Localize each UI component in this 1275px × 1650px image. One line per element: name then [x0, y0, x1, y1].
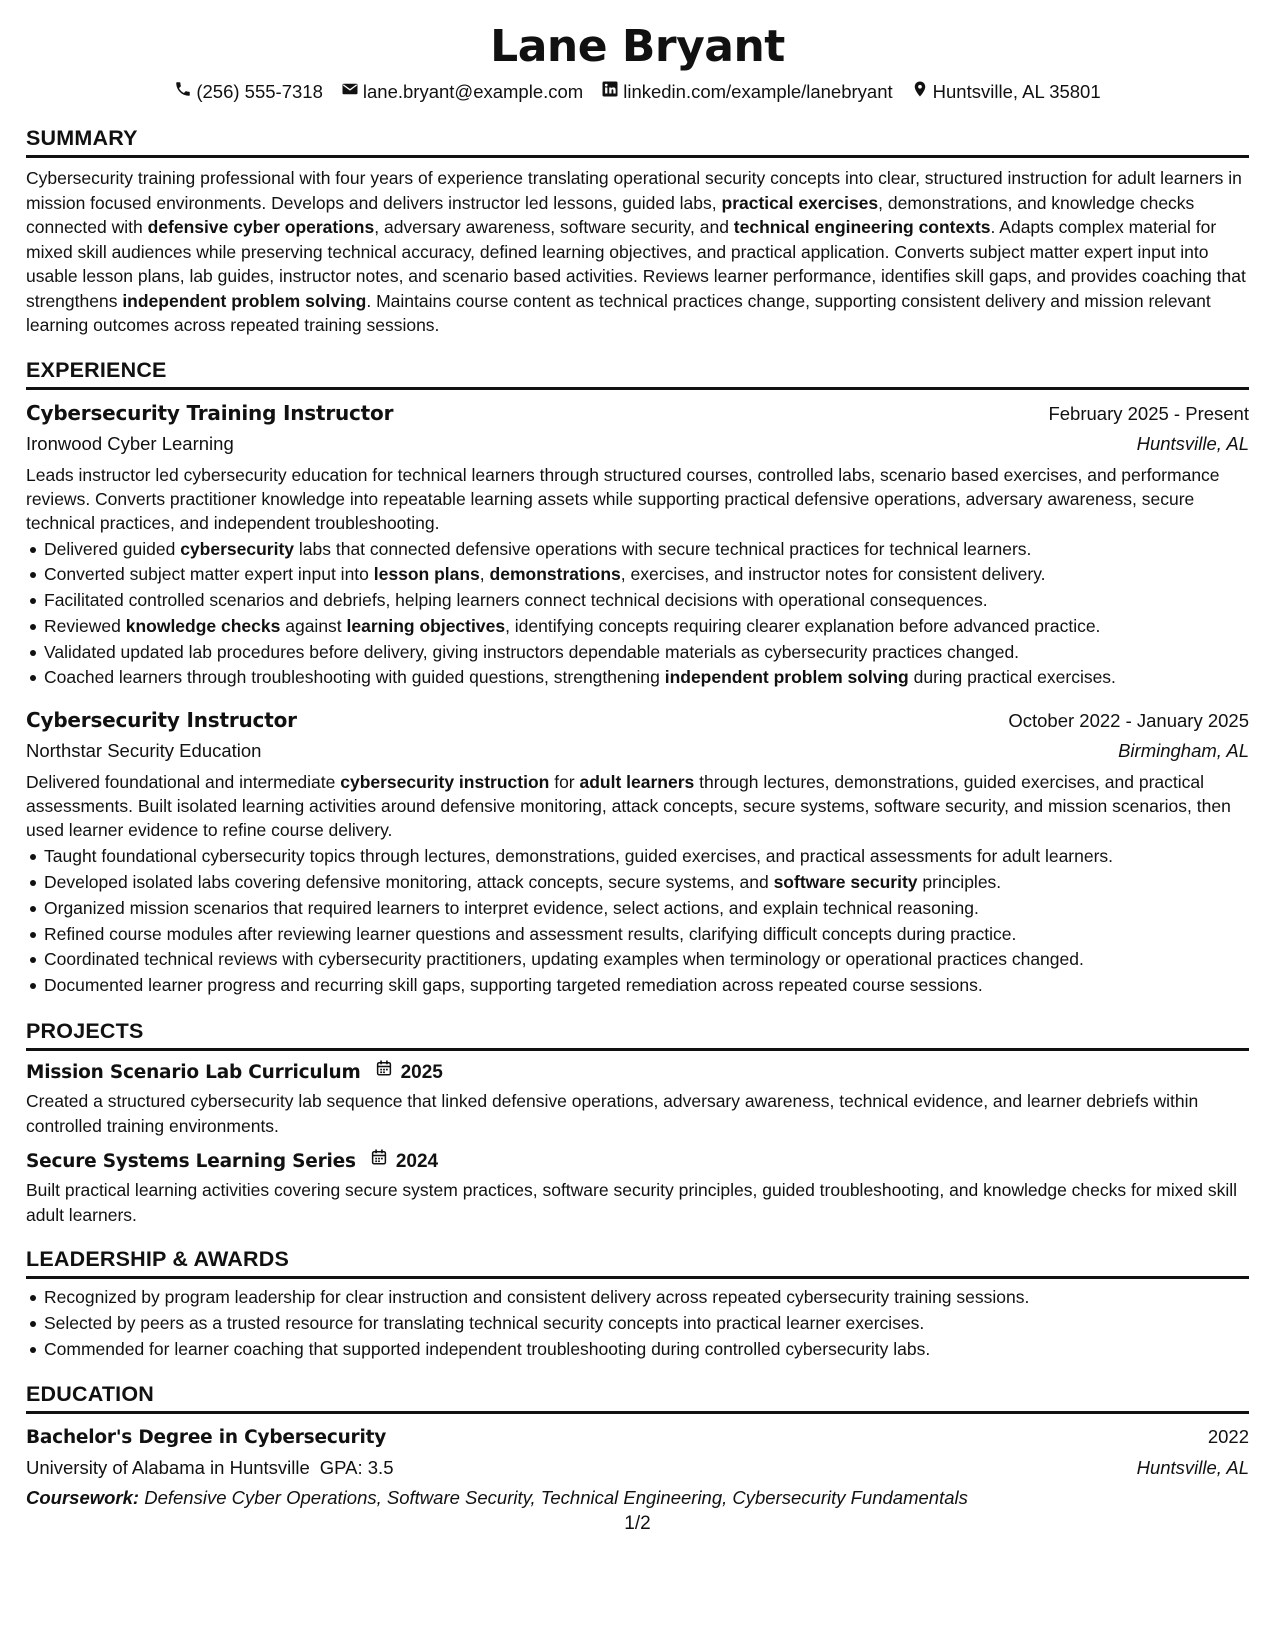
education-entry: [26, 1422, 1249, 1513]
calendar-icon: [364, 1148, 388, 1176]
list-item: Selected by peers as a trusted resource for translating technical security concepts into practical learner exercises.: [44, 1311, 1249, 1337]
job-description: Leads instructor led cybersecurity education for technical learners through structured courses, controlled labs, scenario based exercises, and performance reviews. Converts practitioner knowledge into repeatable learning assets while supporting practical defensive operations, adversary awareness, secure technical practices, and independent troubleshooting.: [26, 464, 1220, 533]
job-entry: [26, 398, 1249, 692]
graduation-year: 2022: [1207, 1426, 1249, 1448]
calendar-icon: [369, 1059, 393, 1087]
contact-email: [341, 80, 583, 104]
list-item: Converted subject matter expert input into lesson plans, demonstrations, exercises, and instructor notes for consistent delivery.: [44, 562, 1249, 588]
phone-text[interactable]: (256) 555-7318: [196, 81, 323, 102]
company-name: Ironwood Cyber Learning: [26, 432, 234, 454]
section-title-experience: EXPERIENCE: [26, 356, 1249, 390]
map-pin-icon: [911, 80, 929, 104]
leadership-list: [26, 1285, 1249, 1362]
degree-title: Bachelor's Degree in Cybersecurity: [26, 1427, 387, 1449]
list-item: Organized mission scenarios that required learners to interpret evidence, select actions, and explain technical reasoning.: [44, 896, 1249, 922]
job-bullets: [26, 844, 1249, 999]
list-item: Commended for learner coaching that supported independent troubleshooting during controlled cybersecurity labs.: [44, 1337, 1249, 1363]
coursework: [26, 1483, 1249, 1513]
job-location: Birmingham, AL: [1118, 740, 1249, 762]
contact-linkedin: [601, 80, 892, 104]
section-title-education: EDUCATION: [26, 1380, 1249, 1414]
project-description: Built practical learning activities covering secure system practices, software security principles, guided troubleshooting, and knowledge checks for mixed skill adult learners.: [26, 1180, 1237, 1225]
job-bullets: [26, 537, 1249, 692]
gpa: GPA: 3.5: [319, 1457, 394, 1479]
list-item: Validated updated lab procedures before delivery, giving instructors dependable materials as cybersecurity practices changed.: [44, 640, 1249, 666]
job-description: Delivered foundational and intermediate cybersecurity instruction for adult learners through lectures, demonstrations, guided exercises, and practical assessments. Built isolated learning activities around defensive monitoring, attack concepts, secure systems, software security, and mission scenarios, then used learner evidence to refine course delivery.: [26, 772, 1231, 841]
job-entry: [26, 705, 1249, 999]
list-item: Reviewed knowledge checks against learning objectives, identifying concepts requiring clearer explanation before advanced practice.: [44, 614, 1249, 640]
project-entry: [26, 1059, 1249, 1138]
list-item: Coached learners through troubleshooting with guided questions, strengthening independent problem solving during practical exercises.: [44, 665, 1249, 691]
company-name: Northstar Security Education: [26, 740, 262, 762]
project-description: Created a structured cybersecurity lab sequence that linked defensive operations, adversary awareness, technical evidence, and learner debriefs within controlled training environments.: [26, 1091, 1199, 1136]
project-entry: [26, 1148, 1249, 1227]
education-section: [26, 1380, 1249, 1513]
leadership-section: [26, 1245, 1249, 1362]
coursework-list: Defensive Cyber Operations, Software Security, Technical Engineering, Cybersecurity Fundamentals: [144, 1487, 968, 1509]
section-title-leadership: LEADERSHIP & AWARDS: [26, 1245, 1249, 1279]
project-name: Secure Systems Learning Series: [26, 1151, 356, 1173]
location-text: Huntsville, AL 35801: [932, 81, 1101, 102]
project-year: 2025: [400, 1062, 443, 1084]
project-year: 2024: [395, 1151, 439, 1173]
linkedin-link[interactable]: linkedin.com/example/lanebryant: [623, 81, 893, 102]
summary-section: [26, 124, 1249, 338]
list-item: Coordinated technical reviews with cybersecurity practitioners, updating examples when terminology or operational practices changed.: [44, 947, 1249, 973]
school-name: University of Alabama in Huntsville: [26, 1457, 310, 1479]
list-item: Taught foundational cybersecurity topics through lectures, demonstrations, guided exercises, and practical assessments for adult learners.: [44, 844, 1249, 870]
page-number: 1/2: [624, 1513, 651, 1534]
school-line: [26, 1453, 394, 1483]
job-title: Cybersecurity Training Instructor: [26, 400, 394, 425]
job-dates: February 2025 - Present: [1048, 402, 1249, 424]
list-item: Delivered guided cybersecurity labs that connected defensive operations with secure technical practices for technical learners.: [44, 537, 1249, 563]
envelope-icon: [341, 80, 359, 104]
list-item: Facilitated controlled scenarios and debriefs, helping learners connect technical decisions with operational consequences.: [44, 588, 1249, 614]
contact-location: [911, 80, 1101, 104]
list-item: Developed isolated labs covering defensive monitoring, attack concepts, secure systems, and software security principles.: [44, 870, 1249, 896]
list-item: Recognized by program leadership for clear instruction and consistent delivery across repeated cybersecurity training sessions.: [44, 1285, 1249, 1311]
candidate-name: Lane Bryant: [490, 21, 785, 72]
project-name: Mission Scenario Lab Curriculum: [26, 1062, 361, 1084]
contact-phone: [174, 80, 323, 104]
list-item: Refined course modules after reviewing learner questions and assessment results, clarifying difficult concepts during practice.: [44, 922, 1249, 948]
experience-section: [26, 356, 1249, 1000]
summary-text: Cybersecurity training professional with four years of experience translating operational security concepts into clear, structured instruction for adult learners in mission focused environments. Develops and delivers instructor led lessons, guided labs, practical exercises, demonstrations, and knowledge checks connected with defensive cyber operations, adversary awareness, software security, and technical engineering contexts. Adapts complex material for mixed skill audiences while preserving technical accuracy, defined learning objectives, and practical application. Converts subject matter expert input into usable lesson plans, lab guides, instructor notes, and scenario based activities. Reviews learner performance, identifies skill gaps, and provides coaching that strengthens independent problem solving. Maintains course content as technical practices change, supporting consistent delivery and mission relevant learning outcomes across repeated training sessions.: [26, 168, 1246, 335]
projects-section: [26, 1017, 1249, 1227]
job-location: Huntsville, AL: [1136, 432, 1249, 454]
section-title-projects: PROJECTS: [26, 1017, 1249, 1051]
linkedin-icon: [601, 80, 619, 104]
contact-bar: [26, 80, 1249, 104]
email-link[interactable]: lane.bryant@example.com: [362, 81, 584, 102]
job-title: Cybersecurity Instructor: [26, 708, 297, 733]
phone-icon: [174, 80, 192, 104]
job-dates: October 2022 - January 2025: [1008, 710, 1249, 732]
coursework-label: Coursework:: [26, 1487, 140, 1509]
school-location: Huntsville, AL: [1136, 1457, 1249, 1479]
list-item: Documented learner progress and recurring skill gaps, supporting targeted remediation across repeated course sessions.: [44, 973, 1249, 999]
section-title-summary: SUMMARY: [26, 124, 1249, 158]
